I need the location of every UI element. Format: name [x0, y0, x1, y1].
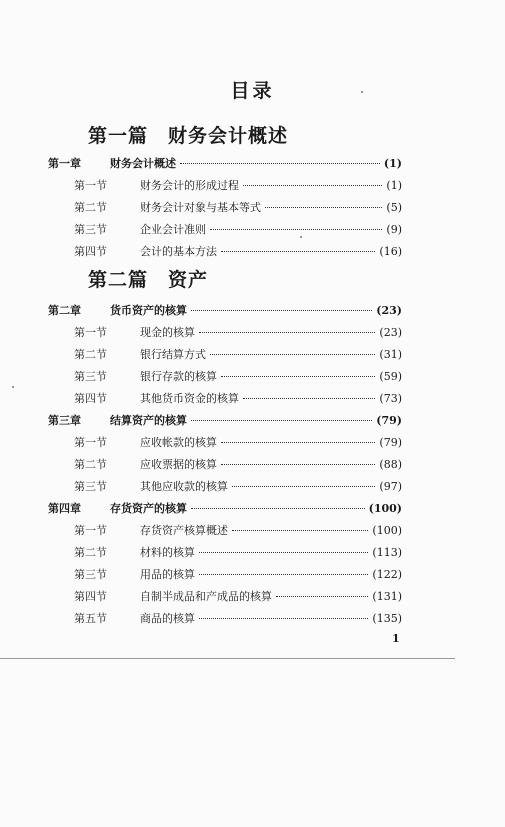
scan-speck	[361, 91, 363, 93]
page-title: 目录	[230, 80, 275, 102]
toc-label: 第三节	[74, 480, 107, 493]
toc-text: 应收票据的核算	[140, 458, 217, 471]
dot-leader	[199, 574, 368, 575]
toc-section[interactable]	[74, 522, 402, 538]
toc-page: (88)	[379, 458, 402, 471]
dot-leader	[191, 420, 372, 421]
toc-text: 财务会计概述	[110, 157, 176, 170]
toc-section[interactable]	[74, 588, 402, 604]
toc-text: 用品的核算	[140, 568, 195, 581]
toc-section[interactable]	[74, 456, 402, 472]
toc-page: (23)	[379, 326, 402, 339]
toc-text: 应收帐款的核算	[140, 436, 217, 449]
toc-label: 第一节	[74, 179, 107, 192]
toc-page: (100)	[372, 524, 402, 537]
toc-label: 第二节	[74, 348, 107, 361]
toc-section[interactable]	[74, 221, 402, 237]
toc-section[interactable]	[74, 243, 402, 259]
dot-leader	[199, 618, 368, 619]
toc-text: 现金的核算	[140, 326, 195, 339]
toc-chapter-4[interactable]	[48, 500, 402, 516]
toc-label: 第五节	[74, 612, 107, 625]
toc-text: 会计的基本方法	[140, 245, 217, 258]
toc-page: (113)	[372, 546, 402, 559]
toc-label: 第二节	[74, 201, 107, 214]
footer-rule	[0, 658, 455, 659]
scan-speck	[12, 386, 14, 388]
toc-label: 第四章	[48, 502, 81, 515]
toc-section[interactable]	[74, 324, 402, 340]
toc-text: 其他货币资金的核算	[140, 392, 239, 405]
toc-chapter-1[interactable]	[48, 155, 402, 171]
toc-label: 第四节	[74, 245, 107, 258]
toc-section[interactable]	[74, 544, 402, 560]
part-title-1: 第一篇 财务会计概述	[88, 125, 289, 147]
part-title-2: 第二篇 资产	[88, 269, 209, 291]
toc-page: (97)	[379, 480, 402, 493]
page-number: 1	[392, 632, 400, 645]
dot-leader	[221, 251, 375, 252]
scan-speck	[300, 236, 302, 238]
dot-leader	[221, 376, 375, 377]
toc-label: 第四节	[74, 392, 107, 405]
toc-text: 财务会计的形成过程	[140, 179, 239, 192]
toc-section[interactable]	[74, 566, 402, 582]
toc-page: (1)	[386, 179, 402, 192]
toc-page: (73)	[379, 392, 402, 405]
dot-leader	[276, 596, 368, 597]
dot-leader	[199, 332, 375, 333]
toc-page: (31)	[379, 348, 402, 361]
toc-label: 第一章	[48, 157, 81, 170]
toc-section[interactable]	[74, 434, 402, 450]
toc-label: 第一节	[74, 436, 107, 449]
toc-text: 财务会计对象与基本等式	[140, 201, 261, 214]
toc-label: 第三章	[48, 414, 81, 427]
toc-section[interactable]	[74, 199, 402, 215]
toc-text: 材料的核算	[140, 546, 195, 559]
toc-page: (79)	[376, 414, 402, 427]
dot-leader	[221, 442, 375, 443]
dot-leader	[210, 354, 375, 355]
dot-leader	[232, 530, 368, 531]
toc-page: (16)	[379, 245, 402, 258]
toc-label: 第三节	[74, 223, 107, 236]
toc-section[interactable]	[74, 346, 402, 362]
dot-leader	[243, 185, 382, 186]
toc-page: (100)	[368, 502, 402, 515]
toc-label: 第二章	[48, 304, 81, 317]
toc-text: 银行存款的核算	[140, 370, 217, 383]
dot-leader	[191, 310, 372, 311]
toc-text: 商品的核算	[140, 612, 195, 625]
toc-chapter-3[interactable]	[48, 412, 402, 428]
toc-text: 自制半成品和产成品的核算	[140, 590, 272, 603]
dot-leader	[221, 464, 375, 465]
toc-page: (9)	[386, 223, 402, 236]
dot-leader	[232, 486, 375, 487]
dot-leader	[191, 508, 365, 509]
toc-text: 货币资产的核算	[110, 304, 187, 317]
toc-text: 存货资产核算概述	[140, 524, 228, 537]
dot-leader	[199, 552, 368, 553]
toc-text: 存货资产的核算	[110, 502, 187, 515]
toc-text: 结算资产的核算	[110, 414, 187, 427]
dot-leader	[265, 207, 382, 208]
toc-page: (23)	[376, 304, 402, 317]
toc-label: 第二节	[74, 458, 107, 471]
toc-label: 第一节	[74, 326, 107, 339]
dot-leader	[180, 163, 380, 164]
toc-section[interactable]	[74, 177, 402, 193]
toc-label: 第四节	[74, 590, 107, 603]
toc-page: (1)	[383, 157, 402, 170]
toc-page: (135)	[372, 612, 402, 625]
toc-page: (79)	[379, 436, 402, 449]
toc-section[interactable]	[74, 390, 402, 406]
toc-label: 第三节	[74, 568, 107, 581]
dot-leader	[210, 229, 382, 230]
toc-chapter-2[interactable]	[48, 302, 402, 318]
toc-page: (59)	[379, 370, 402, 383]
toc-text: 企业会计准则	[140, 223, 206, 236]
toc-page: (131)	[372, 590, 402, 603]
toc-label: 第二节	[74, 546, 107, 559]
toc-section[interactable]	[74, 368, 402, 384]
toc-text: 银行结算方式	[140, 348, 206, 361]
toc-text: 其他应收款的核算	[140, 480, 228, 493]
toc-section[interactable]	[74, 478, 402, 494]
toc-page: (5)	[386, 201, 402, 214]
toc-label: 第一节	[74, 524, 107, 537]
toc-label: 第三节	[74, 370, 107, 383]
dot-leader	[243, 398, 375, 399]
toc-page: (122)	[372, 568, 402, 581]
toc-section[interactable]	[74, 610, 402, 626]
